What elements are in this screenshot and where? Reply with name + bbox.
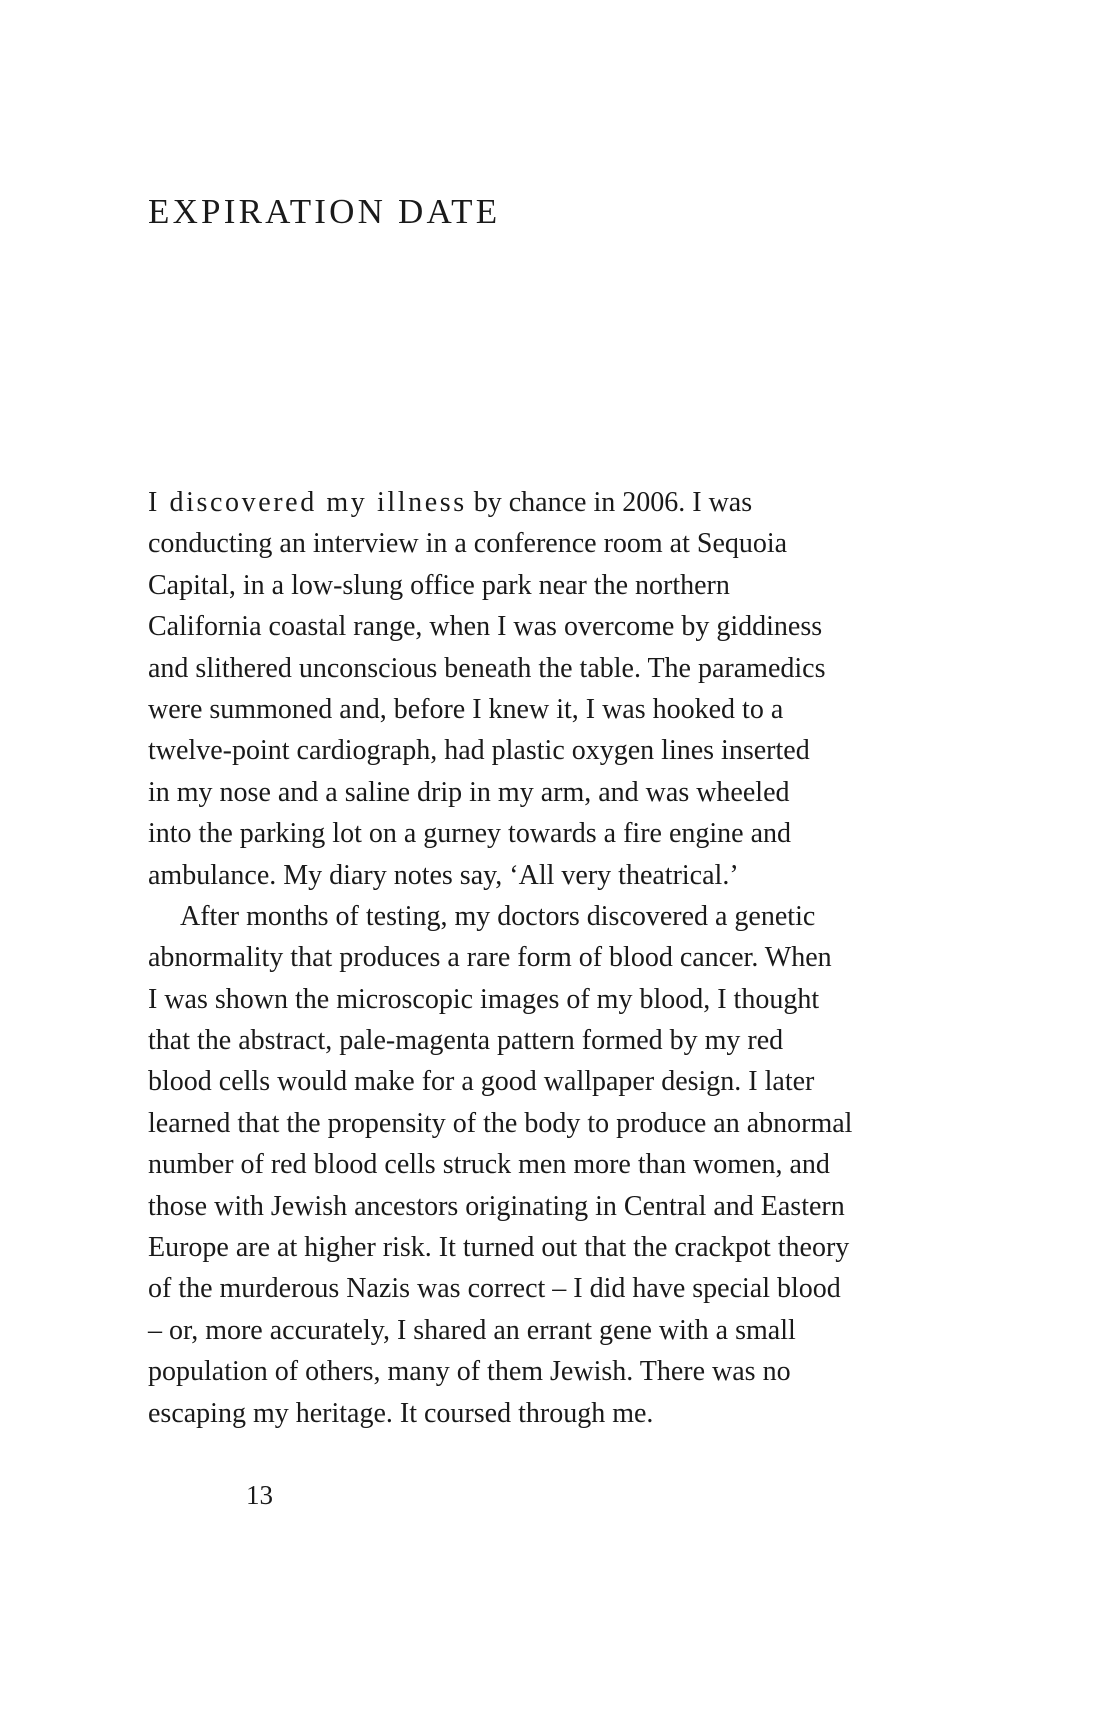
line-text: by chance in 2006. I was — [466, 487, 753, 518]
paragraph-1-line-3: Capital, in a low-slung office park near the northern — [148, 569, 730, 601]
paragraph-1-line-1 — [148, 482, 938, 523]
lead-in-text: I discovered my illness — [148, 487, 467, 518]
paragraph-1-line-10: ambulance. My diary notes say, ‘All very theatrical.’ — [148, 859, 739, 891]
paragraph-2-line-10: of the murderous Nazis was correct – I did have special blood — [148, 1273, 841, 1305]
body-text — [148, 482, 938, 1434]
paragraph-2-line-13: escaping my heritage. It coursed through me. — [148, 1397, 654, 1429]
paragraph-2-line-11: – or, more accurately, I shared an errant gene with a small — [148, 1314, 796, 1346]
page-number: 13 — [246, 1480, 273, 1510]
paragraph-1-line-4: California coastal range, when I was overcome by giddiness — [148, 611, 823, 643]
paragraph-1-line-5: and slithered unconscious beneath the table. The paramedics — [148, 652, 826, 684]
paragraph-1-line-9: into the parking lot on a gurney towards a fire engine and — [148, 818, 792, 850]
paragraph-1-line-2: conducting an interview in a conference room at Sequoia — [148, 528, 788, 560]
paragraph-2-line-3: I was shown the microscopic images of my blood, I thought — [148, 983, 820, 1015]
paragraph-1-line-8: in my nose and a saline drip in my arm, and was wheeled — [148, 776, 790, 808]
paragraph-2-line-7: number of red blood cells struck men more than women, and — [148, 1149, 830, 1181]
paragraph-1-line-7: twelve-point cardiograph, had plastic oxygen lines inserted — [148, 735, 810, 767]
paragraph-2-line-1: After months of testing, my doctors discovered a genetic — [180, 900, 816, 932]
chapter-title: EXPIRATION DATE — [148, 192, 501, 231]
paragraph-2-line-6: learned that the propensity of the body to produce an abnormal — [148, 1107, 853, 1139]
paragraph-2-line-5: blood cells would make for a good wallpaper design. I later — [148, 1066, 815, 1098]
paragraph-2-line-4: that the abstract, pale-magenta pattern formed by my red — [148, 1025, 784, 1057]
paragraph-2-line-9: Europe are at higher risk. It turned out that the crackpot theory — [148, 1232, 850, 1264]
paragraph-2-line-8: those with Jewish ancestors originating in Central and Eastern — [148, 1190, 845, 1222]
paragraph-2-line-2: abnormality that produces a rare form of blood cancer. When — [148, 942, 832, 974]
paragraph-1-line-6: were summoned and, before I knew it, I was hooked to a — [148, 693, 784, 725]
paragraph-2-line-12: population of others, many of them Jewish. There was no — [148, 1356, 791, 1388]
